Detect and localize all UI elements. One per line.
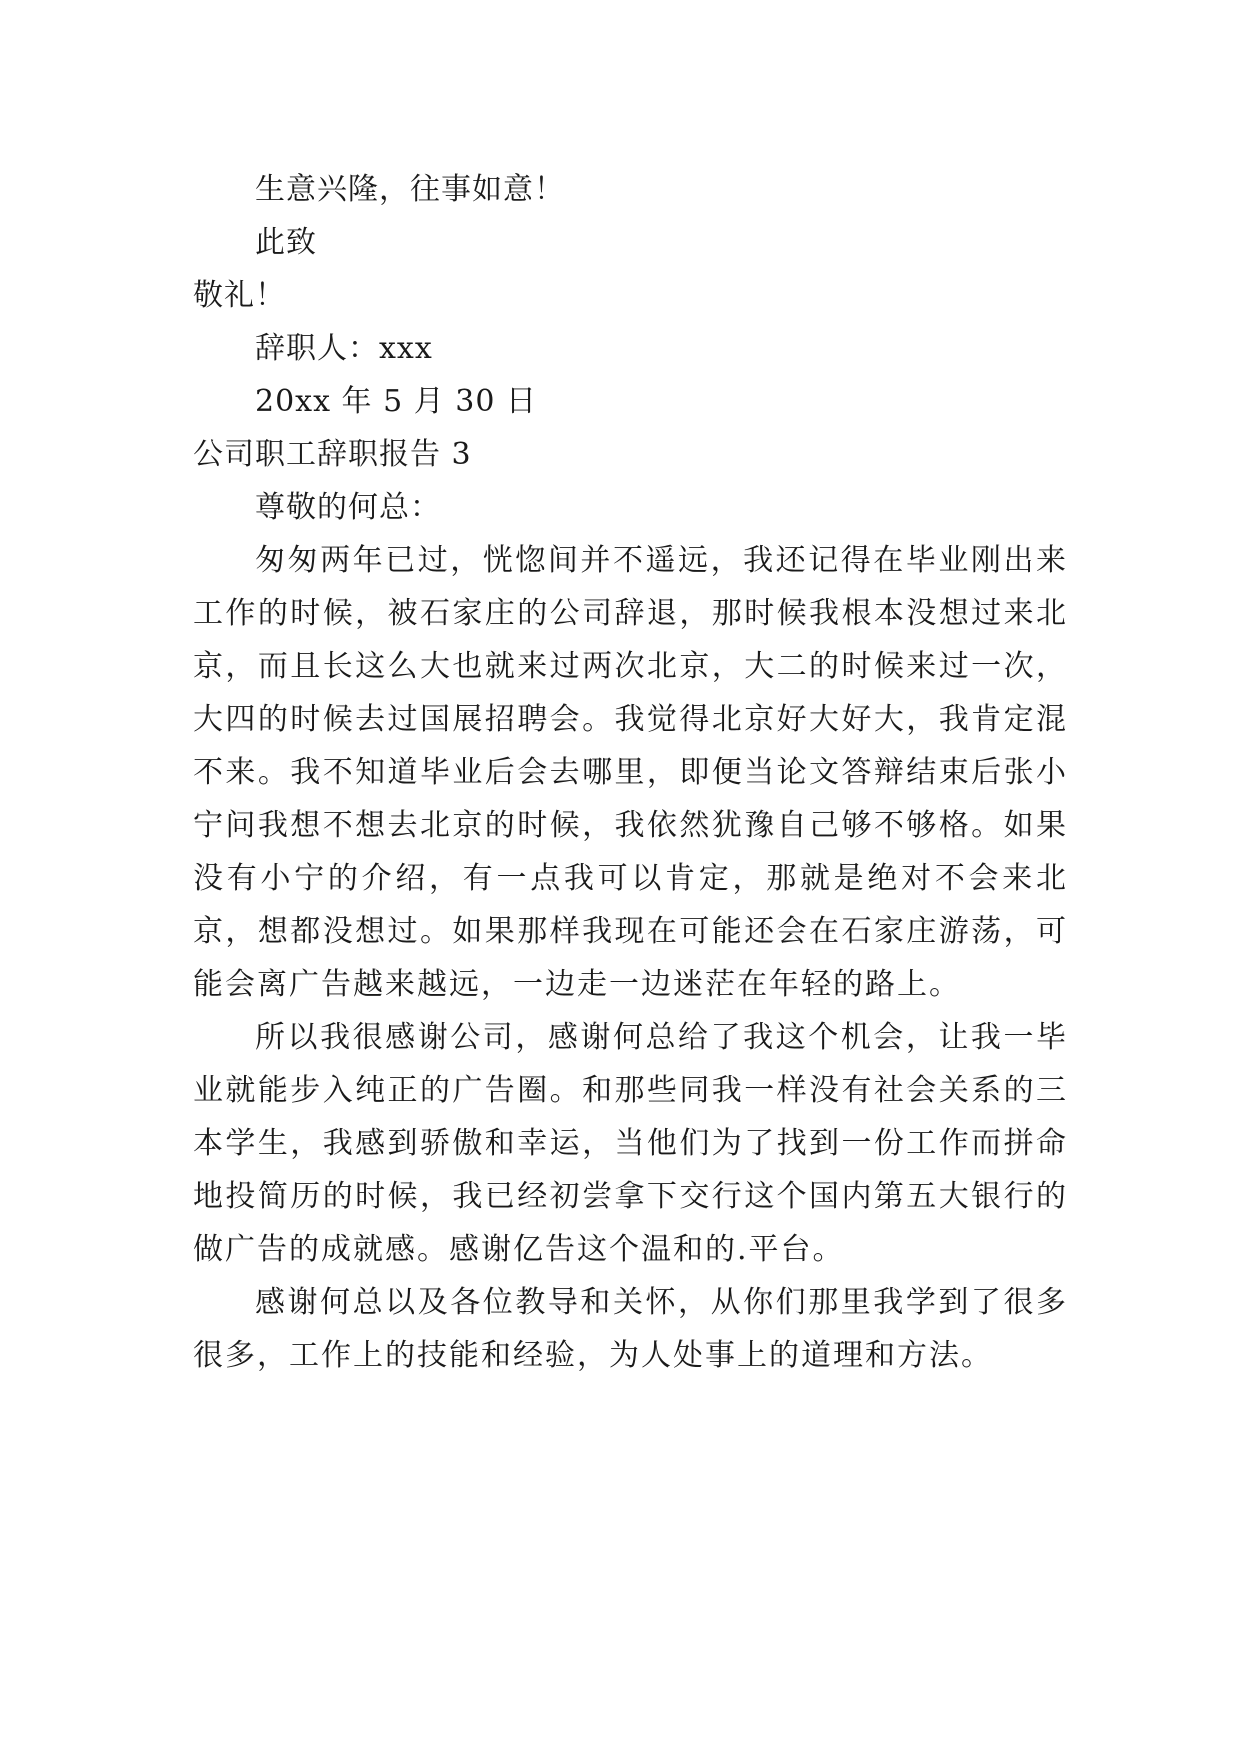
body-paragraph-1: 匆匆两年已过，恍惚间并不遥远，我还记得在毕业刚出来工作的时候，被石家庄的公司辞退，那时候我根本没想过来北京，而且长这么大也就来过两次北京，大二的时候来过一次，大四的时候去过国展招聘会。我觉得北京好大好大，我肯定混不来。我不知道毕业后会去哪里，即便当论文答辩结束后张小宁问我想不想去北京的时候，我依然犹豫自己够不够格。如果没有小宁的介绍，有一点我可以肯定，那就是绝对不会来北京，想都没想过。如果那样我现在可能还会在石家庄游荡，可能会离广告越来越远，一边走一边迷茫在年轻的路上。 [193, 543, 1068, 1002]
closing-wishes: 生意兴隆，往事如意！ [255, 172, 565, 207]
body-paragraph-2: 所以我很感谢公司，感谢何总给了我这个机会，让我一毕业就能步入纯正的广告圈。和那些同我一样没有社会关系的三本学生，我感到骄傲和幸运，当他们为了找到一份工作而拼命地投简历的时候，我已经初尝拿下交行这个国内第五大银行的做广告的成就感。感谢亿告这个温和的.平台。 [193, 1020, 1068, 1267]
section-heading: 公司职工辞职报告 3 [193, 437, 472, 472]
body-paragraph-3: 感谢何总以及各位教导和关怀，从你们那里我学到了很多很多，工作上的技能和经验，为人处事上的道理和方法。 [193, 1285, 1068, 1373]
document-body [193, 163, 1068, 1382]
closing-salutation-line2: 敬礼！ [193, 278, 286, 313]
resigner-signature: 辞职人：xxx [255, 331, 433, 366]
letter-date: 20xx 年 5 月 30 日 [255, 384, 537, 419]
closing-salutation-line1: 此致 [255, 225, 317, 260]
letter-greeting: 尊敬的何总： [255, 490, 441, 525]
